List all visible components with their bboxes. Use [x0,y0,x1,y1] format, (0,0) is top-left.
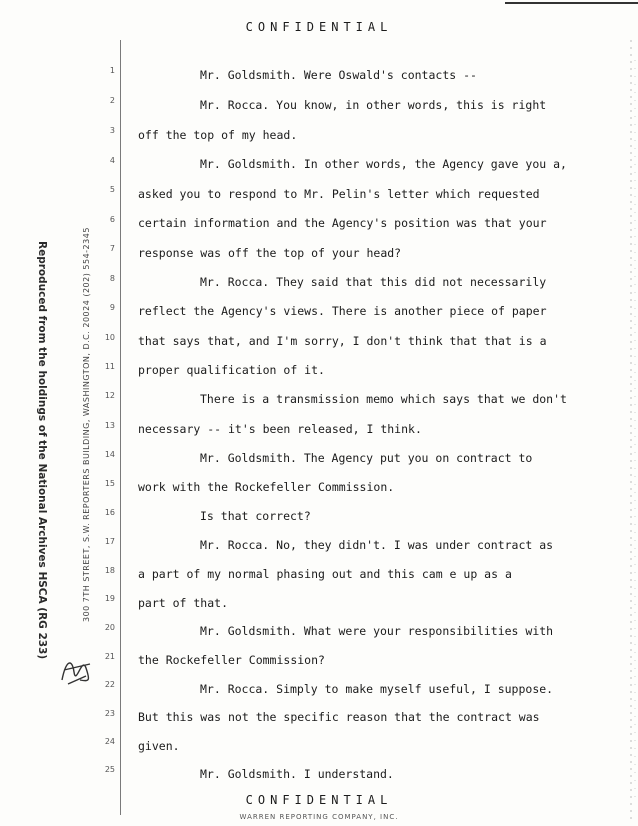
reporter-address: 300 7TH STREET, S.W. REPORTERS BUILDING, WASHINGTON, D.C. 20024 (202) 554-2345 [82,227,91,623]
transcript-line: Mr. Rocca. You know, in other words, this is right [200,98,547,112]
line-number: 22 [104,680,115,689]
line-number: 8 [109,274,115,283]
transcript-line: work with the Rockefeller Commission. [138,480,395,494]
transcript-line: Mr. Goldsmith. What were your responsibilities with [200,624,554,638]
archive-reproduction-note: Reproduced from the holdings of the National Archives HSCA (RG 233) [36,240,48,660]
scan-edge-speckle [622,0,638,826]
line-number: 20 [104,623,115,632]
reporting-company: WARREN REPORTING COMPANY, INC. [239,813,399,821]
transcript-line: Mr. Rocca. Simply to make myself useful, I suppose. [200,682,554,696]
line-number: 3 [109,126,115,135]
line-number: 13 [104,421,115,430]
top-edge-mark [505,0,638,8]
handwritten-initials [56,650,96,690]
line-number: 18 [104,566,115,575]
transcript-line: a part of my normal phasing out and this cam e up as a [138,567,512,581]
line-number: 17 [104,537,115,546]
transcript-line: proper qualification of it. [138,363,325,377]
line-number: 11 [104,362,115,371]
transcript-line: certain information and the Agency's position was that your [138,216,547,230]
line-number: 15 [104,479,115,488]
transcript-line: reflect the Agency's views. There is another piece of paper [138,304,547,318]
transcript-line: Mr. Goldsmith. In other words, the Agency gave you a, [200,157,567,171]
line-number: 25 [104,765,115,774]
line-number: 16 [104,508,115,517]
line-number: 9 [109,303,115,312]
line-number: 7 [109,244,115,253]
footer-classification: CONFIDENTIAL [245,793,393,807]
line-number: 24 [104,737,115,746]
transcript-line: off the top of my head. [138,128,298,142]
transcript-line: Mr. Goldsmith. The Agency put you on contract to [200,451,533,465]
transcript-line: Mr. Goldsmith. I understand. [200,767,394,781]
line-number: 2 [109,96,115,105]
line-number: 6 [109,215,115,224]
transcript-line: Mr. Rocca. No, they didn't. I was under contract as [200,538,554,552]
line-number: 21 [104,652,115,661]
line-number: 5 [109,185,115,194]
transcript-line: part of that. [138,596,229,610]
transcript-line: the Rockefeller Commission? [138,653,325,667]
transcript-line: Mr. Rocca. They said that this did not necessarily [200,275,547,289]
header-classification: CONFIDENTIAL [245,20,393,34]
transcript-line: Is that correct? [200,509,311,523]
transcript-line: There is a transmission memo which says that we don't [200,392,567,406]
transcript-line: that says that, and I'm sorry, I don't think that that is a [138,334,547,348]
line-number: 14 [104,450,115,459]
line-number: 23 [104,709,115,718]
transcript-line: necessary -- it's been released, I think. [138,422,422,436]
line-number: 12 [104,391,115,400]
transcript-line: given. [138,739,180,753]
transcript-line: response was off the top of your head? [138,246,402,260]
line-number: 10 [104,333,115,342]
margin-rule [120,40,121,815]
transcript-line: Mr. Goldsmith. Were Oswald's contacts -- [200,68,477,82]
transcript-line: asked you to respond to Mr. Pelin's letter which requested [138,187,540,201]
transcript-line: But this was not the specific reason that the contract was [138,710,540,724]
line-number: 19 [104,594,115,603]
line-number: 4 [109,156,115,165]
line-number: 1 [109,66,115,75]
